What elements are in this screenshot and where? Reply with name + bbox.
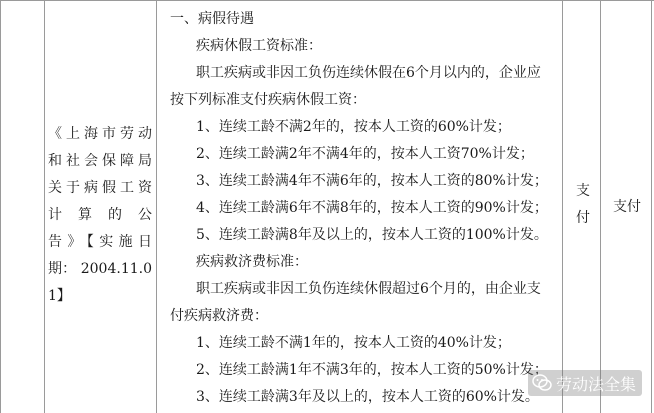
column-divider [600, 0, 601, 413]
payer-text: 支 [576, 183, 590, 199]
payer-cell [566, 178, 600, 232]
source-line: 《上海市劳动 [48, 126, 152, 142]
column-divider [156, 0, 157, 413]
content-line: 职工疾病或非因工负伤连续休假超过6个月的，由企业支 [196, 281, 541, 297]
content-line: 2、连续工龄满1年不满3年的，按本人工资的50%计发； [196, 362, 548, 378]
table-left-border [0, 0, 1, 413]
content-line: 付疾病救济费： [170, 308, 268, 324]
regulation-content-cell [162, 6, 562, 411]
payment-cell [604, 196, 650, 216]
content-line: 4、连续工龄满6年不满8年的，按本人工资的90%计发； [196, 200, 548, 216]
content-line: 2、连续工龄满2年不满4年的，按本人工资70%计发； [196, 146, 534, 162]
source-document-cell [48, 121, 152, 310]
table-right-border [651, 0, 652, 413]
source-line: 关于病假工资 [48, 180, 152, 196]
payment-text: 支付 [613, 199, 641, 215]
wechat-icon [532, 374, 552, 392]
content-line: 按下列标准支付疾病休假工资： [170, 92, 366, 108]
source-line: 期： 2004.11.0 [48, 261, 152, 277]
content-line: 疾病休假工资标准： [196, 38, 322, 54]
source-line: 计算的公 [48, 207, 152, 223]
content-line: 1、连续工龄不满2年的，按本人工资的60%计发； [196, 119, 511, 135]
column-divider [44, 0, 45, 413]
watermark [528, 370, 642, 396]
content-line: 疾病救济费标准： [196, 254, 308, 270]
section-heading: 一、病假待遇 [170, 11, 254, 27]
column-divider [562, 0, 563, 413]
content-line: 职工疾病或非因工负伤连续休假在6个月以内的，企业应 [196, 65, 541, 81]
watermark-text: 劳动法全集 [556, 374, 637, 394]
content-line: 5、连续工龄满8年及以上的，按本人工资的100%计发。 [196, 227, 548, 243]
content-line: 1、连续工龄不满1年的，按本人工资的40%计发； [196, 335, 511, 351]
source-line: 1】 [48, 288, 71, 304]
content-line: 3、连续工龄满4年不满6年的，按本人工资的80%计发； [196, 173, 548, 189]
content-line: 3、连续工龄满3年及以上的，按本人工资的60%计发。 [196, 389, 539, 405]
payer-text: 付 [576, 210, 590, 226]
source-line: 和社会保障局 [48, 153, 152, 169]
table-top-border [0, 0, 654, 1]
source-line: 告》【实施日 [48, 234, 152, 250]
